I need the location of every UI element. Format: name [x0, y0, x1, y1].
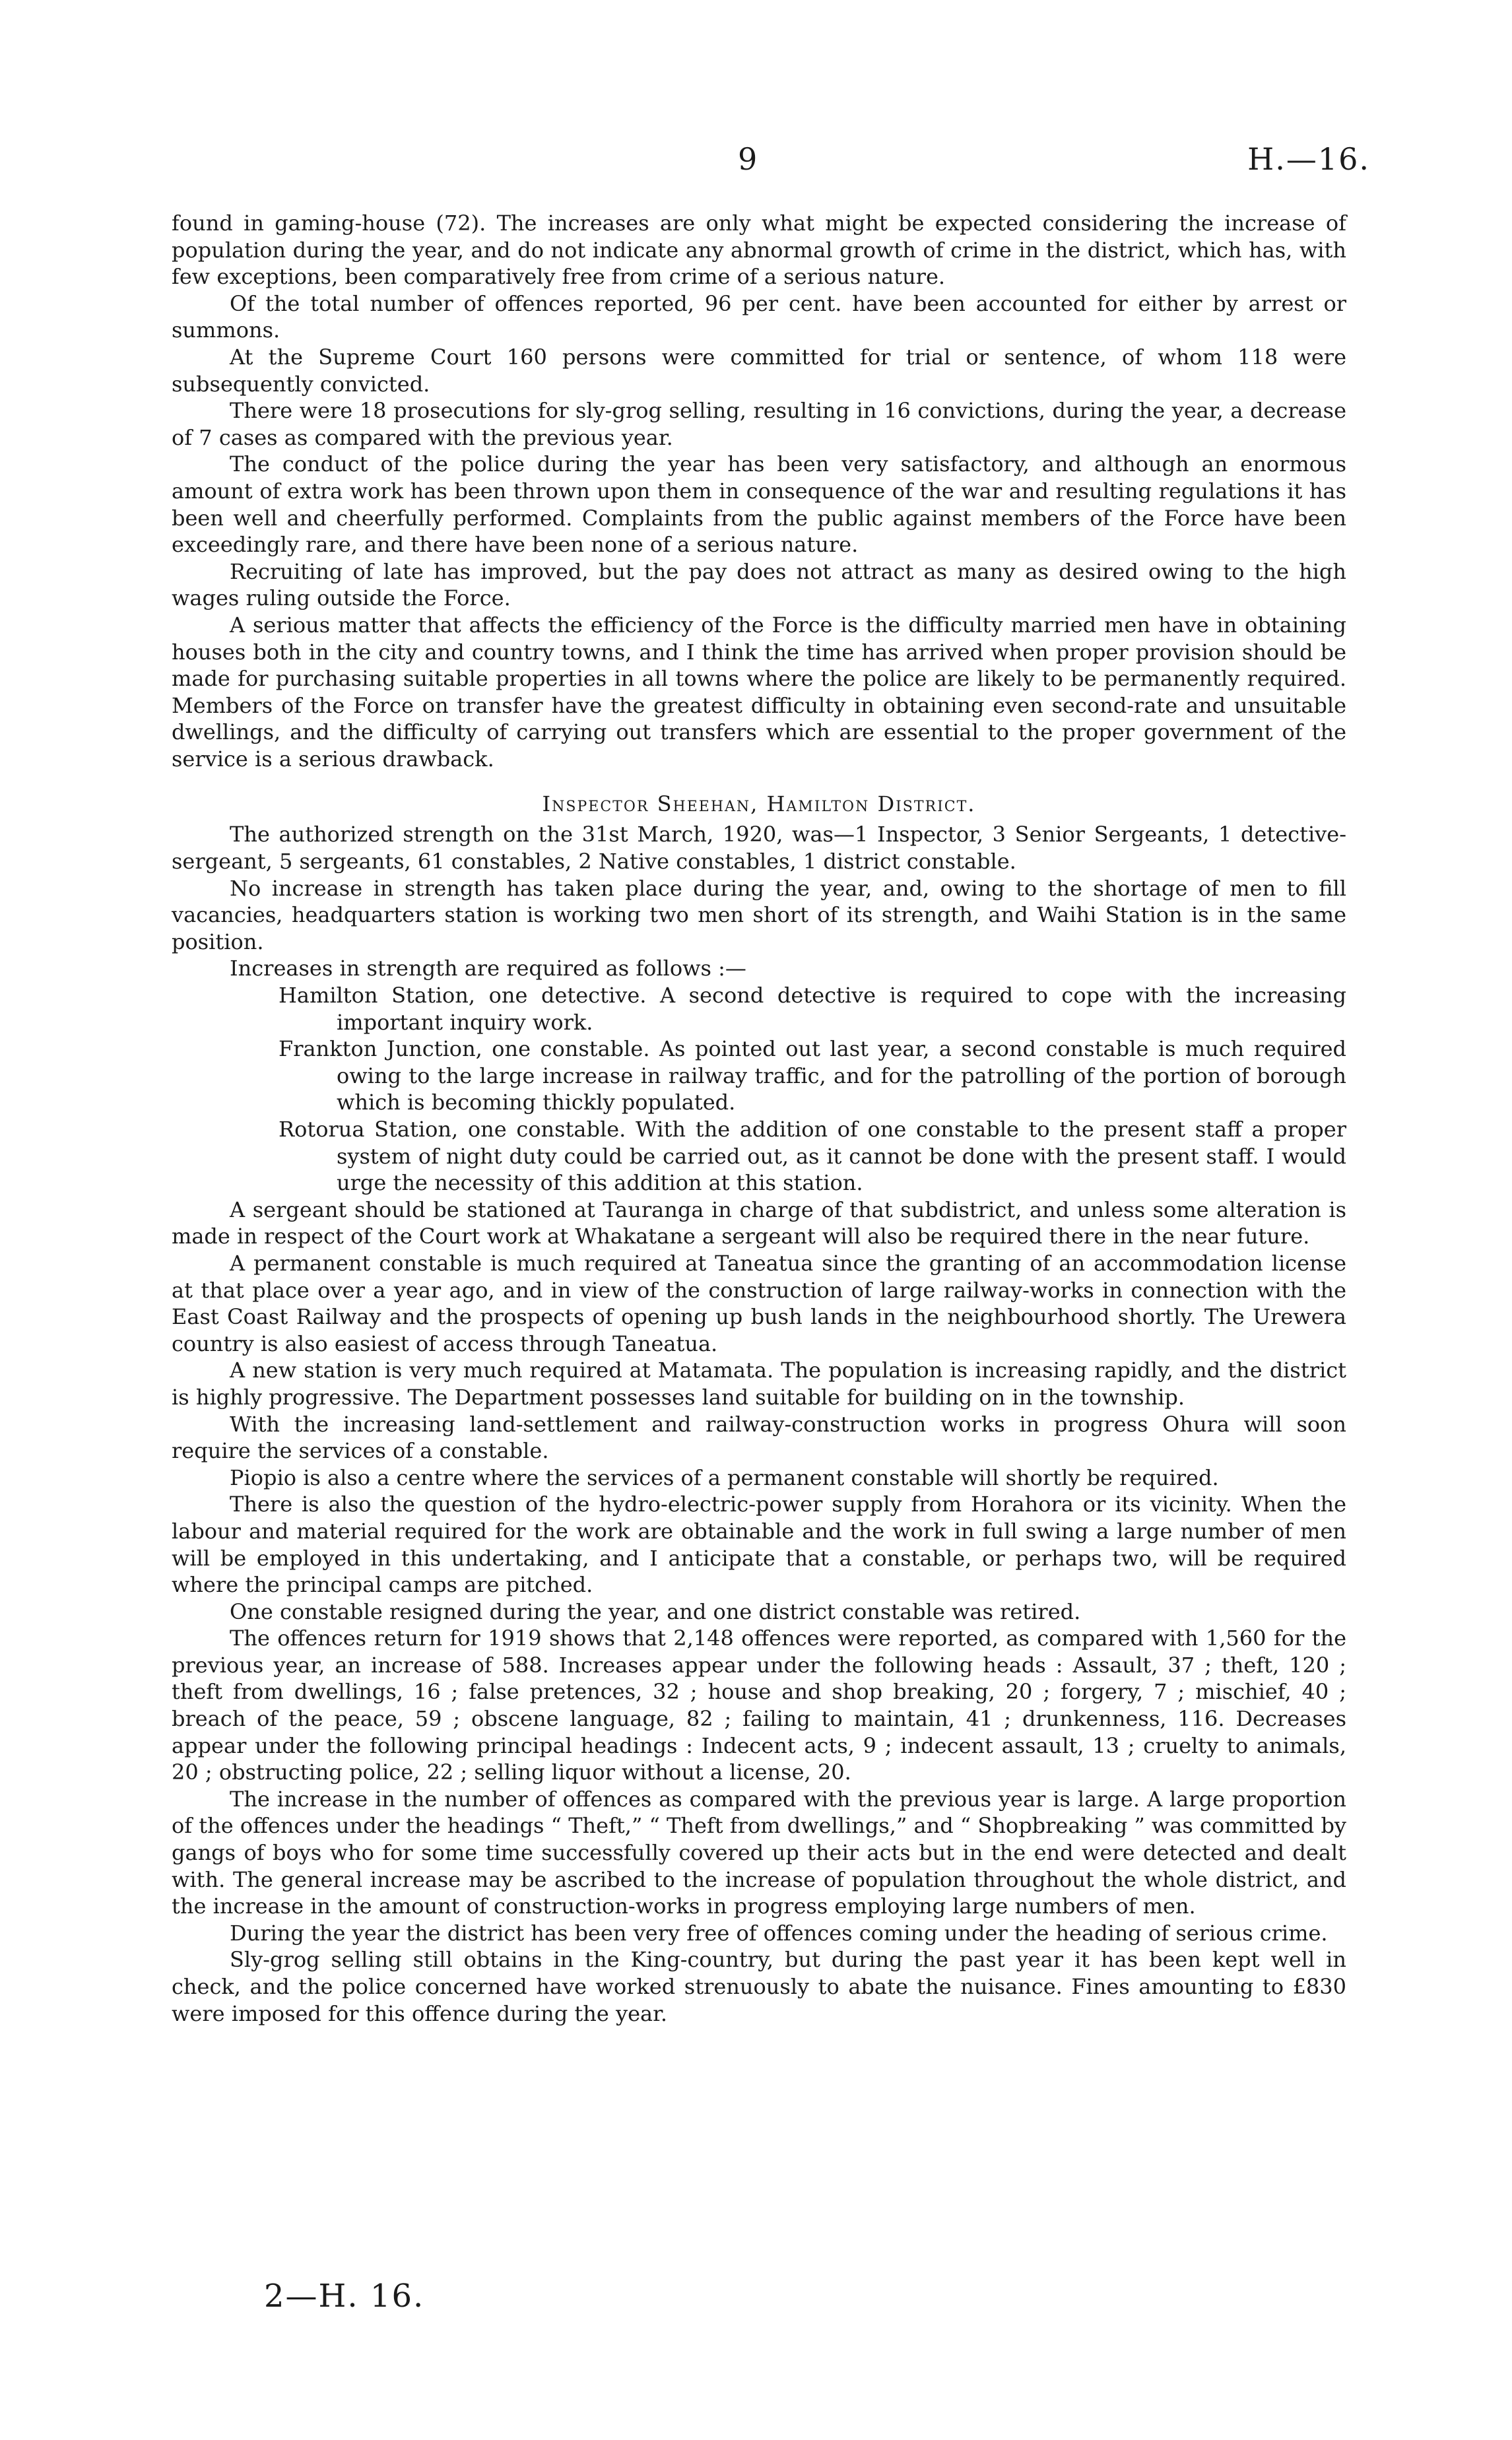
paragraph: The authorized strength on the 31st March, 1920, was—1 Inspector, 3 Senior Sergeants, 1 detective-sergeant, 5 sergeants, 61 constables, 2 Native constables, 1 district constable. [172, 822, 1346, 874]
strength-item: Frankton Junction, one constable. As pointed out last year, a second constable is much required owing to the large increase in railway traffic, and for the patrolling of the portion of borough which is becoming thickly populated. [279, 1036, 1346, 1115]
report-body [172, 210, 1346, 2027]
paragraph: A permanent constable is much required at Taneatua since the granting of an accommodation license at that place over a year ago, and in view of the construction of large railway-works in connection with the East Coast Railway and the prospects of opening up bush lands in the neighbourhood shortly. The Urewera country is also easiest of access through Taneatua. [172, 1250, 1346, 1356]
paragraph: A serious matter that affects the efficiency of the Force is the difficulty married men have in obtaining houses both in the city and country towns, and I think the time has arrived when proper provision should be made for purchasing suitable properties in all towns where the police are likely to be permanently required. Members of the Force on transfer have the greatest difficulty in obtaining even second-rate and unsuitable dwellings, and the difficulty of carrying out transfers which are essential to the proper government of the service is a serious drawback. [172, 612, 1346, 772]
paragraph: During the year the district has been very free of offences coming under the heading of serious crime. [230, 1920, 1328, 1946]
paragraph: The increase in the number of offences as compared with the previous year is large. A large proportion of the offences under the headings “ Theft,” “ Theft from dwellings,” and “ Shopbreaking ” was committed by gangs of boys who for some time successfully covered up their acts but in the end were detected and dealt with. The general increase may be ascribed to the increase of population throughout the whole district, and the increase in the amount of construction-works in progress employing large numbers of men. [172, 1786, 1346, 1919]
paragraph: Recruiting of late has improved, but the pay does not attract as many as desired owing to the high wages ruling outside the Force. [172, 558, 1346, 611]
paragraph: No increase in strength has taken place during the year, and, owing to the shortage of men to fill vacancies, headquarters station is working two men short of its strength, and Waihi Station is in the same position. [172, 875, 1346, 954]
strength-item: Rotorua Station, one constable. With the addition of one constable to the present staff a proper system of night duty could be carried out, as it cannot be done with the present staff. I would urge the necessity of this addition at this station. [279, 1117, 1346, 1196]
paragraph: The offences return for 1919 shows that 2,148 offences were reported, as compared with 1,560 for the previous year, an increase of 588. Increases appear under the following heads : Assault, 37 ; theft, 120 ; theft from dwellings, 16 ; false pretences, 32 ; house and shop breaking, 20 ; forgery, 7 ; mischief, 40 ; breach of the peace, 59 ; obscene language, 82 ; failing to maintain, 41 ; drunkenness, 116. Decreases appear under the following principal headings : Indecent acts, 9 ; indecent assault, 13 ; cruelty to animals, 20 ; obstructing police, 22 ; selling liquor without a license, 20. [172, 1626, 1346, 1785]
paragraph: Sly-grog selling still obtains in the King-country, but during the past year it has been kept well in check, and the police concerned have worked strenuously to abate the nuisance. Fines amounting to £830 were imposed for this offence during the year. [172, 1947, 1346, 2026]
page-number: 9 [738, 141, 758, 177]
document-code: H.—16. [1247, 141, 1370, 177]
paragraph: A new station is very much required at Matamata. The population is increasing rapidly, and the district is highly progressive. The Department possesses land suitable for building on in the township. [172, 1358, 1346, 1410]
paragraph: found in gaming-house (72). The increases are only what might be expected considering the increase of population during the year, and do not indicate any abnormal growth of crime in the district, which has, with few exceptions, been comparatively free from crime of a serious nature. [172, 211, 1346, 290]
paragraph: The conduct of the police during the year has been very satisfactory, and although an enormous amount of extra work has been thrown upon them in consequence of the war and resulting regulations it has been well and cheerfully performed. Complaints from the public against members of the Force have been exceedingly rare, and there have been none of a serious nature. [172, 451, 1346, 558]
paragraph: Piopio is also a centre where the services of a permanent constable will shortly be required. [230, 1465, 1219, 1490]
footer-signature-code: 2—H. 16. [264, 2278, 425, 2315]
paragraph: There is also the question of the hydro-electric-power supply from Horahora or its vicinity. When the labour and material required for the work are obtainable and the work in full swing a large number of men will be employed in this undertaking, and I anticipate that a constable, or perhaps two, will be required where the principal camps are pitched. [172, 1492, 1346, 1598]
paragraph: There were 18 prosecutions for sly-grog selling, resulting in 16 convictions, during the year, a decrease of 7 cases as compared with the previous year. [172, 398, 1346, 450]
paragraph: At the Supreme Court 160 persons were committed for trial or sentence, of whom 118 were subsequently convicted. [172, 344, 1346, 397]
paragraph: With the increasing land-settlement and railway-construction works in progress Ohura will soon require the services of a constable. [172, 1411, 1346, 1464]
strength-item: Hamilton Station, one detective. A second detective is required to cope with the increasing important inquiry work. [279, 983, 1346, 1035]
paragraph: Increases in strength are required as follows :— [230, 956, 746, 981]
section-heading: Inspector Sheehan, Hamilton District. [542, 791, 976, 817]
paragraph: A sergeant should be stationed at Tauranga in charge of that subdistrict, and unless some alteration is made in respect of the Court work at Whakatane a sergeant will also be required there in the near future. [172, 1197, 1346, 1249]
paragraph: One constable resigned during the year, and one district constable was retired. [230, 1599, 1081, 1624]
paragraph: Of the total number of offences reported, 96 per cent. have been accounted for either by arrest or summons. [172, 290, 1346, 343]
